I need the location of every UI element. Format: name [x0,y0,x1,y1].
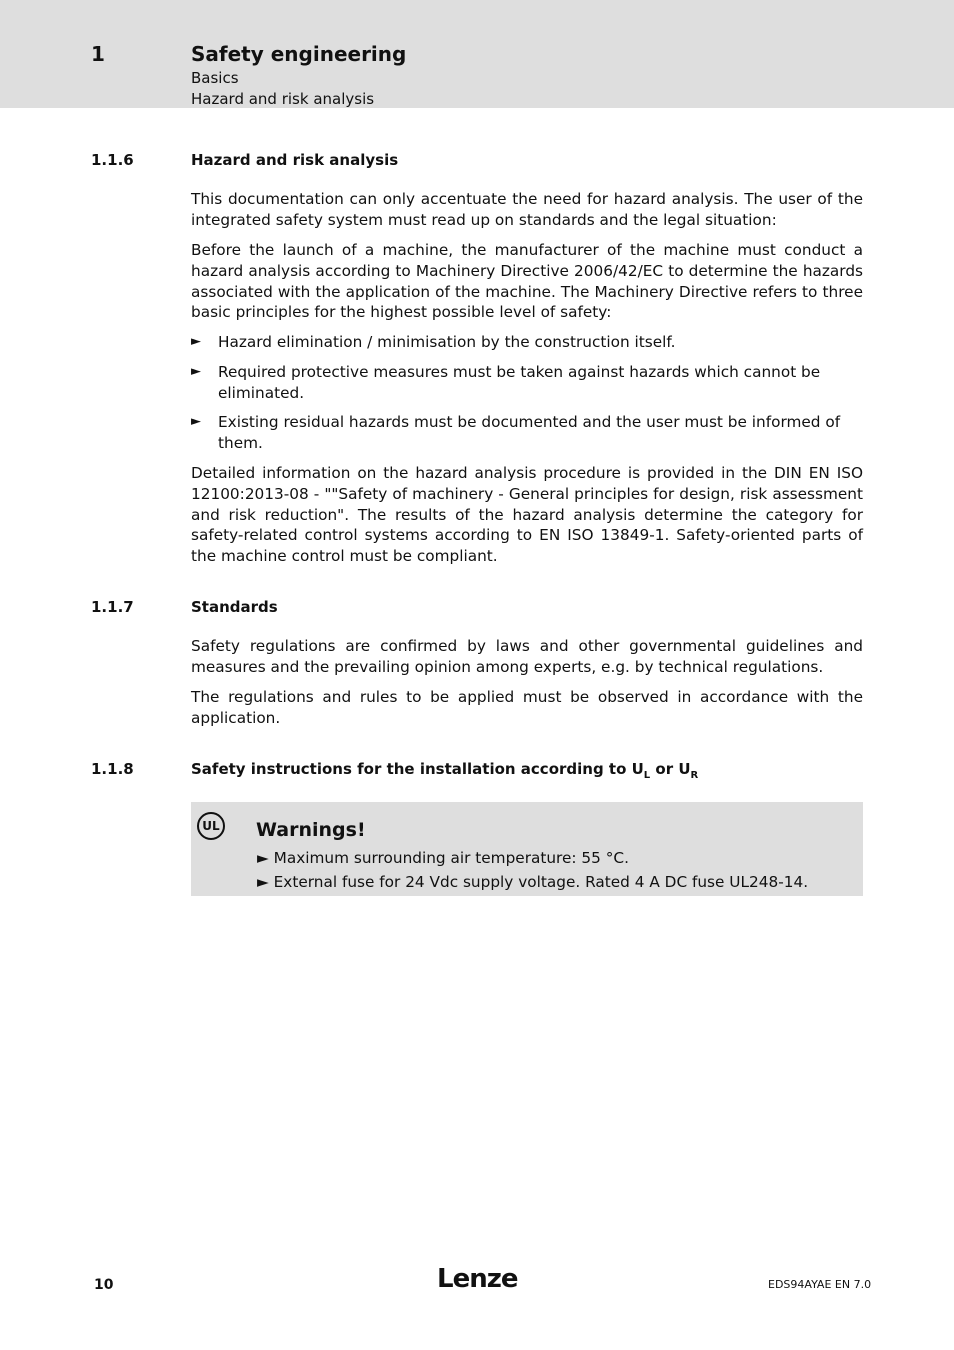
section-title-118: Safety instructions for the installation according to $U_L$ or $U_R$ [191,760,699,781]
paragraph-machinery-directive: Before the launch of a machine, the manufacturer of the machine must conduct a hazard analysis according to Machinery Directive 2006/42/EC to determine the hazards associated with the application of the machine. The Machinery Directive refers to three basic principles for the highest possible level of safety: [191,241,863,322]
list-item-text: Required protective measures must be taken against hazards which cannot be eliminated. [218,363,821,402]
chapter-title: Safety engineering [191,42,407,66]
bullet-arrow-icon: ► [191,414,201,429]
section-number-116: 1.1.6 [91,151,134,169]
bullet-arrow-icon: ► [257,873,269,891]
warning-item: ► External fuse for 24 Vdc supply voltage. Rated 4 A DC fuse UL248-14. [257,873,809,891]
list-item [191,362,863,404]
paragraph-regulations-rules: The regulations and rules to be applied must be observed in accordance with the application. [191,688,863,727]
ul-mark-icon: UL [197,812,225,840]
warning-item: ► Maximum surrounding air temperature: 55 °C. [257,849,629,867]
section-title-116: Hazard and risk analysis [191,151,399,169]
header-band [0,0,954,108]
page-number: 10 [94,1277,114,1293]
list-item-text: Existing residual hazards must be documented and the user must be informed of them. [218,413,841,452]
list-item-text: Hazard elimination / minimisation by the construction itself. [218,333,676,351]
list-item [191,412,863,454]
warning-title: Warnings! [256,819,366,841]
breadcrumb-hazard: Hazard and risk analysis [191,90,375,108]
chapter-number: 1 [91,42,105,66]
bullet-arrow-icon: ► [191,334,201,349]
document-id: EDS94AYAE EN 7.0 [768,1278,872,1291]
list-item [191,332,863,353]
paragraph-detailed-info: Detailed information on the hazard analysis procedure is provided in the DIN EN ISO 12100:2013-08 - ""Safety of machinery - General principles for design, risk assessment and risk reduction". The results of the hazard analysis determine the category for safety-related control systems according to EN ISO 13849-1. Safety-oriented parts of the machine control must be compliant. [191,464,863,566]
bullet-arrow-icon: ► [257,849,269,867]
section-number-117: 1.1.7 [91,598,134,616]
section-number-118: 1.1.8 [91,760,134,778]
warning-box [191,802,863,896]
lenze-logo: Lenze [437,1264,518,1294]
paragraph-safety-regulations: Safety regulations are confirmed by laws and other governmental guidelines and measures and the prevailing opinion among experts, e.g. by technical regulations. [191,637,863,676]
paragraph-hazard-intro: This documentation can only accentuate the need for hazard analysis. The user of the integrated safety system must read up on standards and the legal situation: [191,190,863,229]
breadcrumb-basics: Basics [191,69,239,87]
bullet-arrow-icon: ► [191,364,201,379]
section-title-117: Standards [191,598,278,616]
